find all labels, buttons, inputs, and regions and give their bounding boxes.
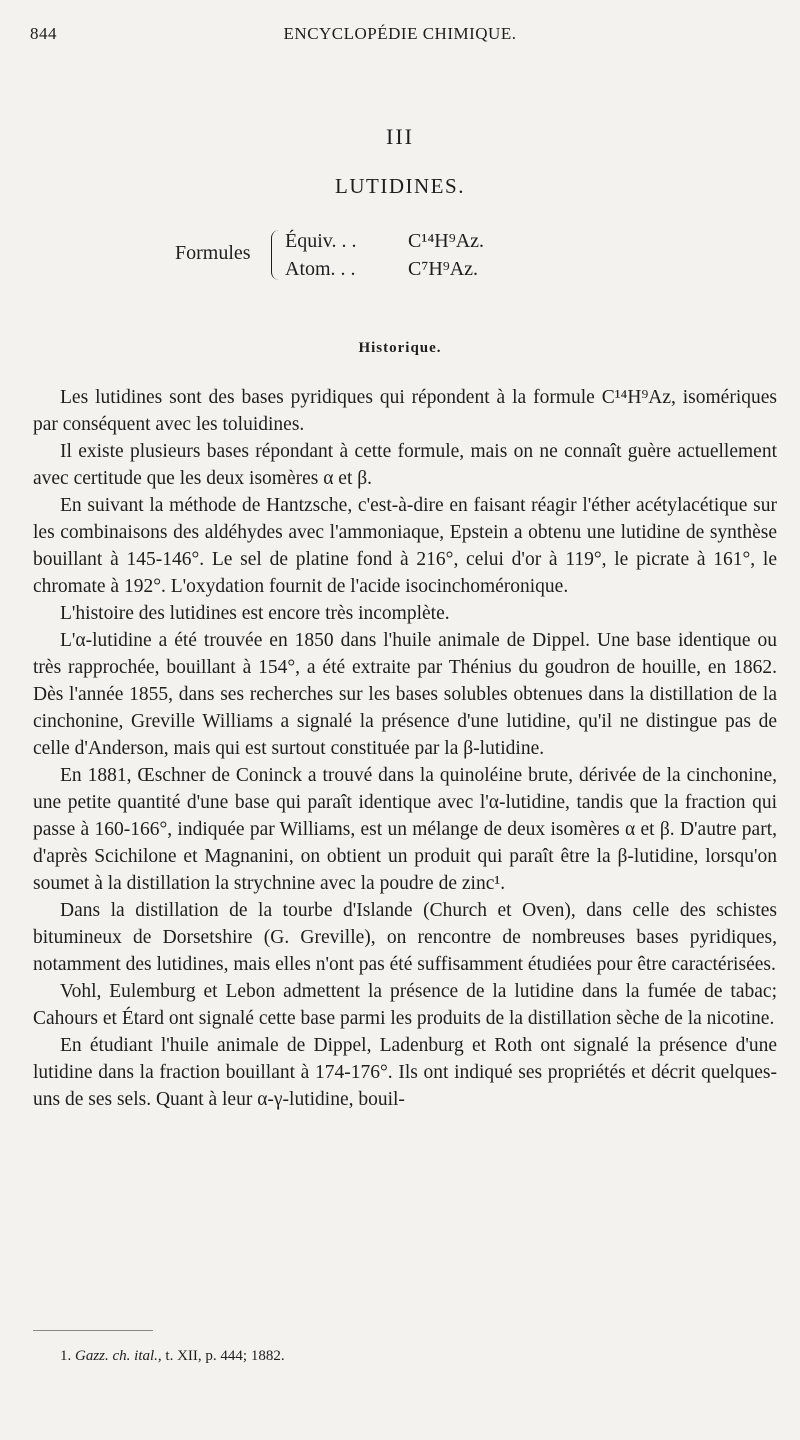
formula-value: C⁷H⁹Az.	[408, 258, 479, 280]
section-title: LUTIDINES.	[335, 174, 465, 198]
footnote-marker: 1.	[60, 1348, 72, 1364]
running-title: ENCYCLOPÉDIE CHIMIQUE.	[283, 24, 517, 43]
formula-block	[175, 222, 595, 290]
paragraph: L'histoire des lutidines est encore très incomplète.	[60, 603, 450, 624]
paragraph: Les lutidines sont des bases pyridiques qui répondent à la formule C¹⁴H⁹Az, isomériques par conséquent avec les toluidines.	[33, 387, 777, 435]
paragraph: Il existe plusieurs bases répondant à cette formule, mais on ne connaît guère actuellement avec certitude que les deux isomères α et β.	[33, 441, 777, 489]
page-number: 844	[30, 24, 57, 43]
paragraph: L'α-lutidine a été trouvée en 1850 dans l'huile animale de Dippel. Une base identique ou très rapprochée, bouillant à 154°, a été extraite par Thénius du goudron de houille, en 1862. Dès l'année 1855, dans ses recherches sur les bases solubles obtenues dans la distillation de la cinchonine, Greville Williams a signalé la présence d'une lutidine, qu'il ne distingue pas de celle d'Anderson, mais qui est surtout constituée par la β-lutidine.	[33, 630, 777, 759]
running-header	[30, 24, 770, 48]
subheading: Historique.	[358, 340, 442, 356]
paragraph: En étudiant l'huile animale de Dippel, Ladenburg et Roth ont signalé la présence d'une lutidine dans la fraction bouillant à 174-176°. Ils ont indiqué ses propriétés et décrit quelques-uns de ses sels. Quant à leur α-γ-lutidine, bouil-	[33, 1035, 777, 1110]
footnote	[60, 1346, 760, 1366]
paragraph: En suivant la méthode de Hantzsche, c'est-à-dire en faisant réagir l'éther acétylacétique sur les combinaisons des aldéhydes avec l'ammoniaque, Epstein a obtenu une lutidine de synthèse bouillant à 145-146°. Le sel de platine fond à 216°, celui d'or à 119°, le picrate à 161°, le chromate à 192°. L'oxydation fournit de l'acide isocinchoméronique.	[33, 495, 777, 597]
formula-system: Équiv. . .	[285, 230, 357, 252]
section-number: III	[386, 124, 414, 149]
formula-row-atom	[285, 258, 478, 284]
paragraph: Vohl, Eulemburg et Lebon admettent la présence de la lutidine dans la fumée de tabac; Cahours et Étard ont signalé cette base parmi les produits de la distillation sèche de la nicotine.	[33, 981, 777, 1029]
paragraph: Dans la distillation de la tourbe d'Islande (Church et Oven), dans celle des schistes bitumineux de Dorsetshire (G. Greville), on rencontre de nombreuses bases pyridiques, notamment des lutidines, mais elles n'ont pas été suffisamment étudiées pour être caractérisées.	[33, 900, 777, 975]
formula-system: Atom. . .	[285, 258, 356, 280]
footnote-divider	[33, 1330, 153, 1331]
body-text	[33, 384, 777, 1113]
footnote-details: t. XII, p. 444; 1882.	[165, 1348, 285, 1364]
formula-value: C¹⁴H⁹Az.	[408, 230, 485, 252]
formula-row-equiv	[285, 230, 484, 256]
formula-label: Formules	[175, 242, 251, 264]
footnote-source: Gazz. ch. ital.,	[75, 1348, 162, 1364]
brace-icon	[271, 230, 282, 280]
paragraph: En 1881, Œschner de Coninck a trouvé dans la quinoléine brute, dérivée de la cinchonine, une petite quantité d'une base qui paraît identique avec l'α-lutidine, tandis que la fraction qui passe à 160-166°, indiquée par Williams, est un mélange de deux isomères α et β. D'autre part, d'après Scichilone et Magnanini, on obtient un produit qui paraît être la β-lutidine, lorsqu'on soumet à la distillation la strychnine avec la poudre de zinc¹.	[33, 765, 777, 894]
